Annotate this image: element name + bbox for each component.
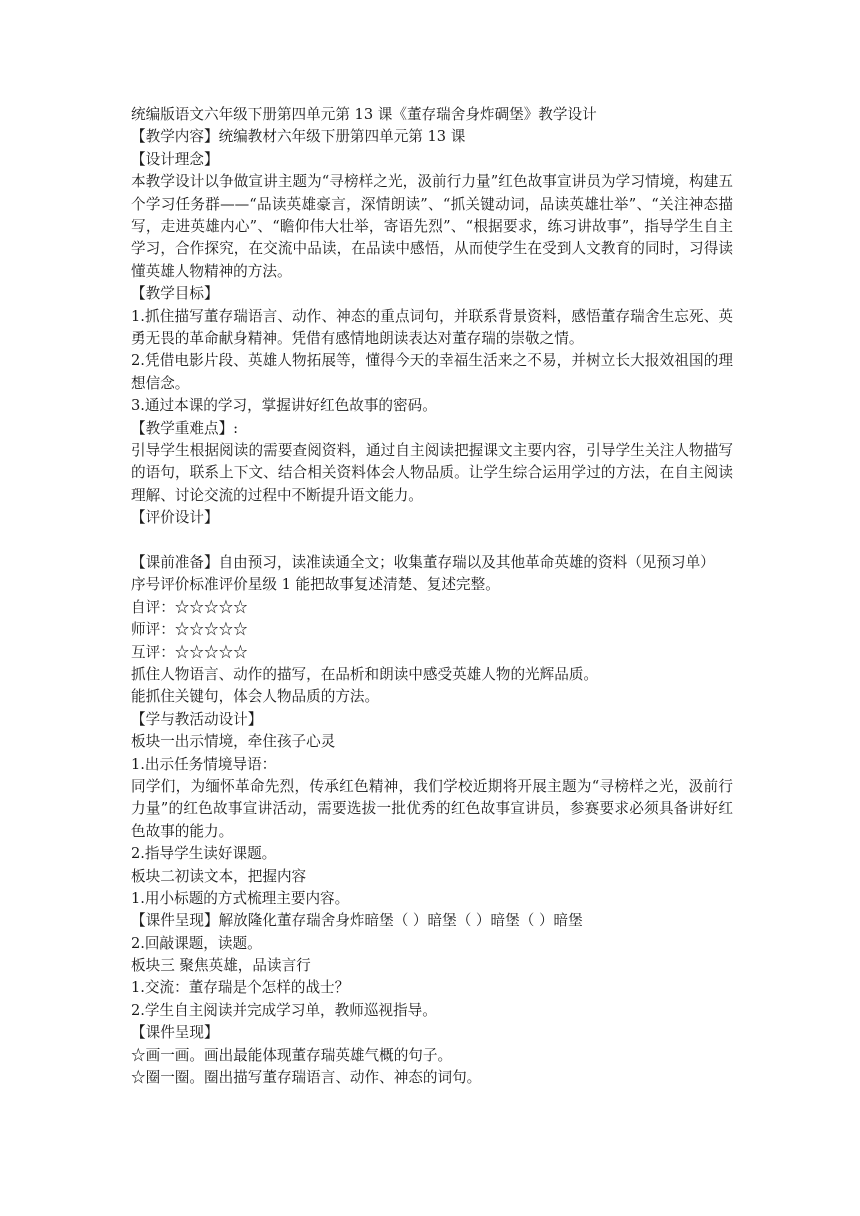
block-3-heading: 板块三 聚焦英雄，品读言行 (131, 957, 311, 975)
teaching-goal-3: 3.通过本课的学习，掌握讲好红色故事的密码。 (131, 397, 437, 415)
document-body (131, 104, 733, 1089)
design-concept-heading: 【设计理念】 (131, 150, 219, 168)
block-2-step-1: 1.用小标题的方式梳理主要内容。 (131, 889, 350, 907)
block-3-step-2: 2.学生自主阅读并完成学习单，教师巡视指导。 (131, 1001, 437, 1019)
pre-class-preparation-line: 【课前准备】自由预习，读准读通全文；收集董存瑞以及其他革命英雄的资料（见预习单） (131, 554, 715, 571)
activity-design-heading: 【学与教活动设计】 (131, 710, 263, 728)
block-2-step-2: 2.回敲课题，读题。 (131, 934, 262, 952)
blank-line (131, 530, 733, 552)
block-3-step-1: 1.交流：董存瑞是个怎样的战士？ (131, 979, 350, 997)
teaching-goal-1: 1.抓住描写董存瑞语言、动作、神态的重点词句，并联系背景资料，感悟董存瑞舍生忘死、英勇无畏的革命献身精神。凭借有感情地朗读表达对董存瑞的崇敬之情。 (131, 307, 733, 347)
teaching-goal-2: 2.凭借电影片段、英雄人物拓展等，懂得今天的幸福生活来之不易，并树立长大报效祖国的理想信念。 (131, 352, 733, 392)
evaluation-design-heading: 【评价设计】 (131, 509, 219, 527)
evaluation-criteria-2: 抓住人物语言、动作的描写，在品析和朗读中感受英雄人物的光辉品质。 (131, 665, 599, 683)
teaching-goals-heading: 【教学目标】 (131, 285, 219, 303)
block-2-heading: 板块二初读文本，把握内容 (131, 867, 307, 885)
key-difficulties-heading: 【教学重难点】: (131, 419, 239, 437)
evaluation-criteria-3: 能抓住关键句，体会人物品质的方法。 (131, 688, 380, 706)
task-circle-line: ☆圈一圈。圈出描写董存瑞语言、动作、神态的词句。 (131, 1069, 482, 1087)
peer-evaluation-stars: 互评：☆☆☆☆☆ (131, 643, 248, 661)
evaluation-criteria-line: 序号评价标准评价星级 1 能把故事复述清楚、复述完整。 (131, 576, 500, 594)
self-evaluation-stars: 自评：☆☆☆☆☆ (131, 598, 248, 616)
key-difficulties-paragraph: 引导学生根据阅读的需要查阅资料，通过自主阅读把握课文主要内容，引导学生关注人物描写的语句，联系上下文、结合相关资料体会人物品质。让学生综合运用学过的方法，在自主阅读理解、讨论交流的过程中不断提升语文能力。 (131, 442, 733, 504)
block-1-step-1: 1.出示任务情境导语： (131, 755, 277, 773)
block-1-heading: 板块一出示情境，牵住孩子心灵 (131, 733, 336, 751)
task-draw-line: ☆画一画。画出最能体现董存瑞英雄气概的句子。 (131, 1046, 453, 1064)
teacher-evaluation-stars: 师评：☆☆☆☆☆ (131, 621, 248, 639)
teaching-content-line: 【教学内容】统编教材六年级下册第四单元第 13 课 (131, 128, 466, 146)
courseware-line-2: 【课件呈现】 (131, 1024, 219, 1042)
design-concept-paragraph: 本教学设计以争做宣讲主题为“寻榜样之光，汲前行力量”红色故事宣讲员为学习情境，构建五个学习任务群——“品读英雄豪言，深情朗读”、“抓关键动词，品读英雄壮举”、“关注神态描写，走进英雄内心”、“瞻仰伟大壮举，寄语先烈”、“根据要求，练习讲故事”，指导学生自主学习，合作探究，在交流中品读，在品读中感悟，从而使学生在受到人文教育的同时，习得读懂英雄人物精神的方法。 (131, 173, 733, 280)
courseware-line-1: 【课件呈现】解放隆化董存瑞舍身炸暗堡（ ）暗堡（ ）暗堡（ ）暗堡 (131, 912, 583, 930)
document-title: 统编版语文六年级下册第四单元第 13 课《董存瑞舍身炸碉堡》教学设计 (131, 106, 597, 123)
block-1-step-1-paragraph: 同学们，为缅怀革命先烈，传承红色精神，我们学校近期将开展主题为“寻榜样之光，汲前行力量”的红色故事宣讲活动，需要选拔一批优秀的红色故事宣讲员，参赛要求必须具备讲好红色故事的能力。 (131, 777, 733, 840)
block-1-step-2: 2.指导学生读好课题。 (131, 845, 277, 863)
